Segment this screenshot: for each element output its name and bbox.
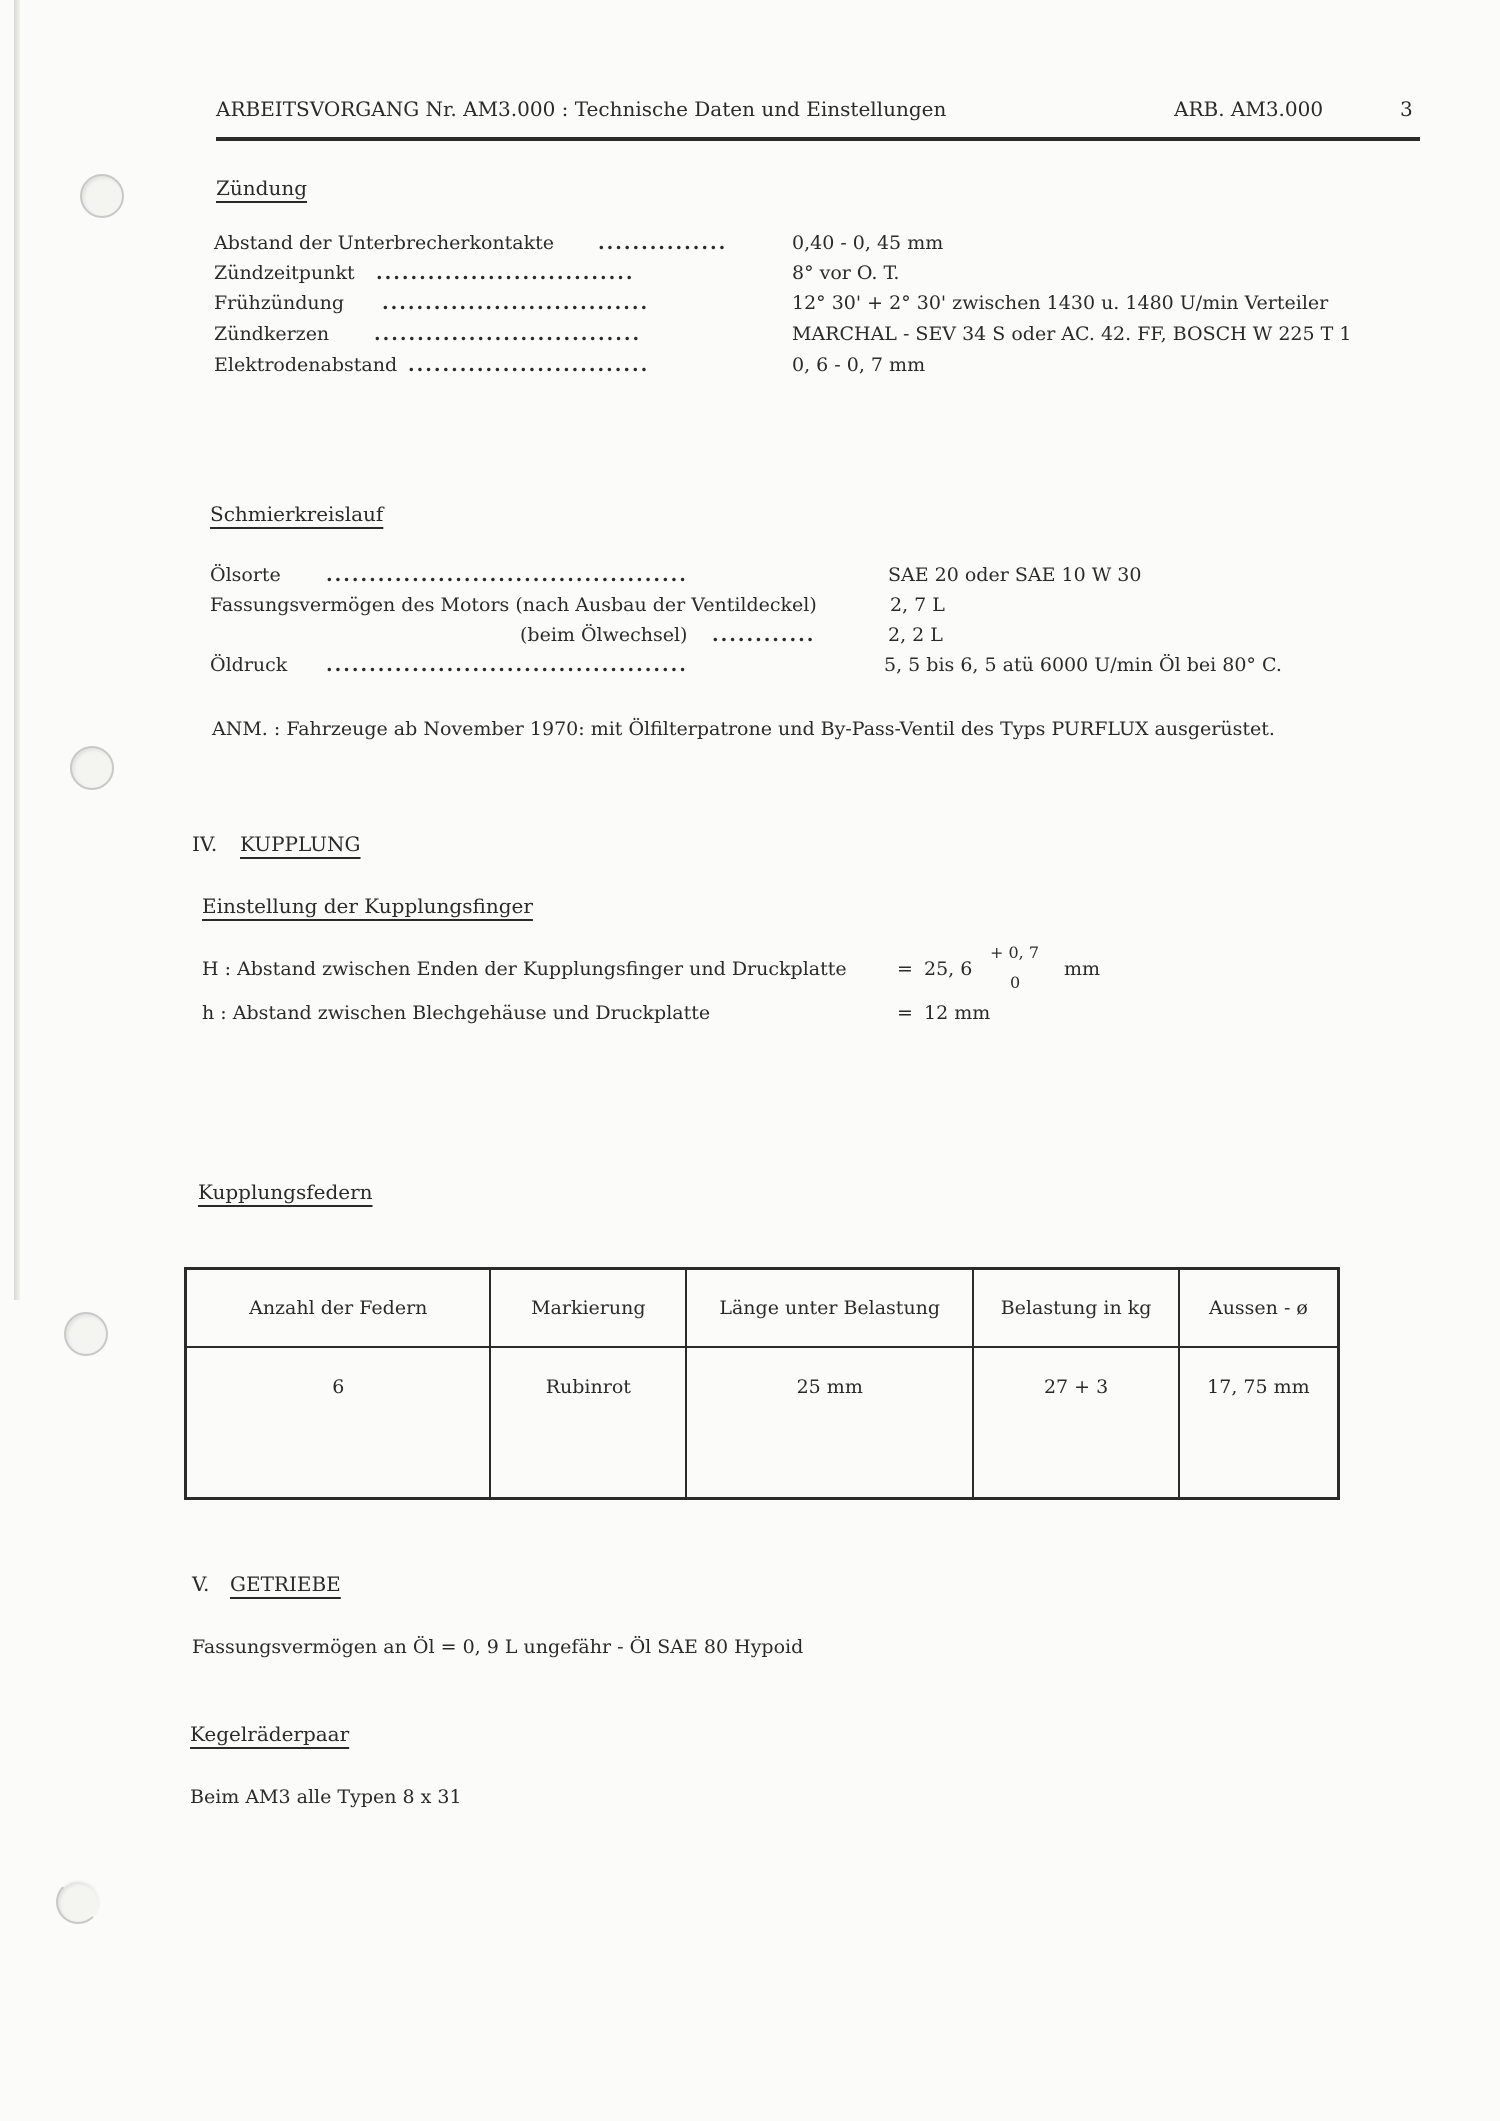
section-title-getriebe: GETRIEBE: [230, 1572, 341, 1596]
spec-label: h : Abstand zwischen Blechgehäuse und Druckplatte: [202, 1002, 711, 1024]
spec-label: H : Abstand zwischen Enden der Kupplungsfinger und Druckplatte: [202, 958, 847, 980]
leader-dots: ..............................: [376, 262, 635, 284]
spec-value: SAE 20 oder SAE 10 W 30: [888, 564, 1142, 586]
equals-sign: =: [897, 1002, 913, 1024]
spec-label: Abstand der Unterbrecherkontakte: [214, 232, 555, 254]
page-number: 3: [1400, 97, 1413, 121]
table-row: [186, 1347, 1339, 1499]
leader-dots: ...............: [598, 232, 728, 254]
spec-value: 25, 6: [924, 958, 973, 980]
spec-value: 12° 30' + 2° 30' zwischen 1430 u. 1480 U/min Verteiler: [792, 292, 1329, 314]
spec-value: 5, 5 bis 6, 5 atü 6000 U/min Öl bei 80° C.: [884, 654, 1282, 676]
subsection-title: Kupplungsfedern: [198, 1180, 373, 1204]
leader-dots: ..........................................: [326, 654, 688, 676]
oil-capacity: Fassungsvermögen an Öl = 0, 9 L ungefähr - Öl SAE 80 Hypoid: [192, 1636, 804, 1658]
section-numeral: V.: [192, 1572, 210, 1596]
spec-value: 2, 2 L: [888, 624, 943, 646]
spec-value: MARCHAL - SEV 34 S oder AC. 42. FF, BOSCH W 225 T 1: [792, 323, 1352, 345]
table-cell: 6: [186, 1347, 491, 1499]
header-title: ARBEITSVORGANG Nr. AM3.000 : Technische Daten und Einstellungen: [216, 97, 947, 121]
springs-table: [184, 1267, 1340, 1500]
table-cell: 25 mm: [686, 1347, 973, 1499]
tolerance-upper: + 0, 7: [990, 943, 1040, 962]
column-header: Markierung: [490, 1269, 686, 1348]
body-text: Beim AM3 alle Typen 8 x 31: [190, 1786, 462, 1808]
leader-dots: ..........................................: [326, 564, 688, 586]
table-cell: 17, 75 mm: [1179, 1347, 1339, 1499]
column-header: Belastung in kg: [973, 1269, 1179, 1348]
table-cell: Rubinrot: [490, 1347, 686, 1499]
spec-label: Öldruck: [210, 654, 288, 676]
spec-value: 8° vor O. T.: [792, 262, 900, 284]
spec-value: 2, 7 L: [890, 594, 945, 616]
punch-hole: [80, 174, 124, 218]
spec-value: 0, 6 - 0, 7 mm: [792, 354, 926, 376]
punch-hole: [64, 1312, 108, 1356]
section-title-kupplung: KUPPLUNG: [240, 832, 361, 856]
remark-note: ANM. : Fahrzeuge ab November 1970: mit Ölfilterpatrone und By-Pass-Ventil des Typs PURFLUX ausgerüstet.: [212, 718, 1275, 740]
table-header-row: [186, 1269, 1339, 1348]
column-header: Aussen - ø: [1179, 1269, 1339, 1348]
tolerance-lower: 0: [1010, 973, 1021, 992]
spec-label: Ölsorte: [210, 564, 281, 586]
leader-dots: ...............................: [382, 292, 650, 314]
spec-value: 12 mm: [924, 1002, 991, 1024]
unit: mm: [1064, 958, 1101, 980]
punch-hole: [56, 1880, 100, 1924]
leader-dots: ...............................: [374, 323, 642, 345]
section-numeral: IV.: [192, 832, 218, 856]
subsection-title: Kegelräderpaar: [190, 1722, 350, 1746]
spec-label: Fassungsvermögen des Motors (nach Ausbau der Ventildeckel): [210, 594, 817, 616]
leader-dots: ............................: [408, 354, 650, 376]
header-rule: [216, 137, 1420, 141]
column-header: Anzahl der Federn: [186, 1269, 491, 1348]
section-title-schmierkreislauf: Schmierkreislauf: [210, 502, 384, 526]
punch-hole: [70, 746, 114, 790]
column-header: Länge unter Belastung: [686, 1269, 973, 1348]
header-ref: ARB. AM3.000: [1174, 97, 1324, 121]
page-edge: [14, 0, 20, 1300]
spec-label: Frühzündung: [214, 292, 345, 314]
spec-label: Zündkerzen: [214, 323, 330, 345]
equals-sign: =: [897, 958, 913, 980]
subsection-title: Einstellung der Kupplungsfinger: [202, 894, 533, 918]
spec-label: (beim Ölwechsel): [520, 624, 688, 646]
leader-dots: ............: [712, 624, 816, 646]
spec-value: 0,40 - 0, 45 mm: [792, 232, 944, 254]
section-title-zuendung: Zündung: [216, 176, 308, 200]
spec-label: Elektrodenabstand: [214, 354, 398, 376]
table-cell: 27 + 3: [973, 1347, 1179, 1499]
spec-label: Zündzeitpunkt: [214, 262, 355, 284]
